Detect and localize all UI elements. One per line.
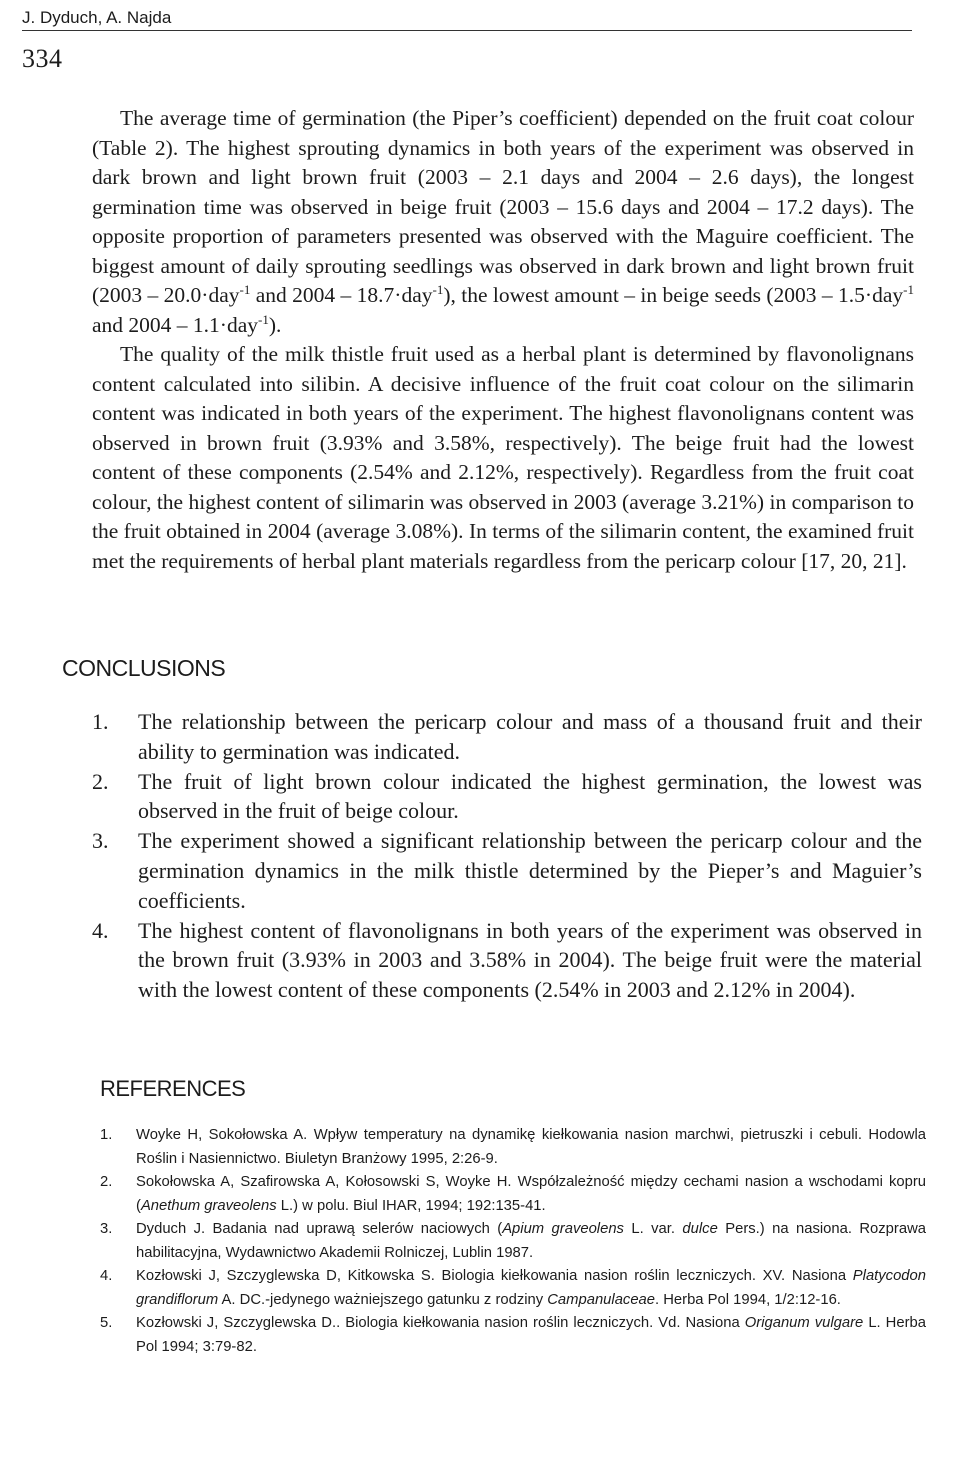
conclusion-item: 4. The highest content of flavonolignans in both years of the experiment was observed in the brown fruit (3.93% in 2003 and 3.58% in 2004). The beige fruit were the material with the lowest content of these components (2.54% in 2003 and 2.12% in 2004). [92, 917, 922, 1003]
reference-item: 2. Sokołowska A, Szafirowska A, Kołosowski S, Woyke H. Współzależność między cechami nasion a wschodami kopru (Anethum graveolens L.) w polu. Biul IHAR, 1994; 192:135-41. [100, 1174, 926, 1214]
reference-item: 1. Woyke H, Sokołowska A. Wpływ temperatury na dynamikę kiełkowania nasion marchwi, pietruszki i cebuli. Hodowla Roślin i Nasiennictwo. Biuletyn Branżowy 1995, 2:26-9. [100, 1127, 926, 1167]
references-list [100, 1124, 926, 1359]
references-heading: REFERENCES [100, 1076, 246, 1101]
body-text [92, 104, 914, 576]
conclusions-list [92, 707, 922, 1005]
superscript: -1 [239, 281, 251, 297]
header-authors: J. Dyduch, A. Najda [22, 8, 172, 27]
superscript: -1 [432, 281, 444, 297]
conclusion-item: 2. The fruit of light brown colour indicated the highest germination, the lowest was observed in the fruit of beige colour. [92, 768, 922, 824]
reference-item: 4. Kozłowski J, Szczyglewska D, Kitkowska S. Biologia kiełkowania nasion roślin leczniczych. XV. Nasiona Platycodon grandiflorum A. DC.-jedynego ważniejszego gatunku z rodziny Campanulaceae. Herba Pol 1994, 1/2:12-16. [100, 1268, 926, 1308]
reference-item: 5. Kozłowski J, Szczyglewska D.. Biologia kiełkowania nasion roślin leczniczych. Vd. Nasiona Origanum vulgare L. Herba Pol 1994; 3:79-82. [100, 1315, 926, 1355]
running-header [22, 8, 912, 31]
superscript: -1 [258, 311, 269, 327]
superscript: -1 [903, 281, 914, 297]
page-number: 334 [22, 44, 63, 73]
body-paragraph-2: The quality of the milk thistle fruit used as a herbal plant is determined by flavonolignans content calculated into silibin. A decisive influence of the fruit coat colour on the silimarin content was indicated in both years of the experiment. The highest flavonolignans content was observed in brown fruit (3.93% and 3.58%, respectively). The beige fruit had the lowest content of these components (2.54% and 2.12%, respectively). Regardless from the fruit coat colour, the highest content of silimarin was observed in 2003 (average 3.21%) in comparison to the fruit obtained in 2004 (average 3.08%). In terms of the silimarin content, the examined fruit met the requirements of herbal plant materials regardless from the pericarp colour [17, 20, 21]. [92, 342, 914, 573]
reference-item: 3. Dyduch J. Badania nad uprawą selerów naciowych (Apium graveolens L. var. dulce Pers.) na nasiona. Rozprawa habilitacyjna, Wydawnictwo Akademii Rolniczej, Lublin 1987. [100, 1221, 926, 1261]
conclusion-item: 1. The relationship between the pericarp colour and mass of a thousand fruit and their ability to germination was indicated. [92, 709, 922, 764]
conclusion-item: 3. The experiment showed a significant relationship between the pericarp colour and the germination dynamics in the milk thistle determined by the Pieper’s and Maguier’s coefficients. [92, 828, 922, 913]
conclusions-heading: CONCLUSIONS [62, 655, 226, 681]
body-paragraph-1: The average time of germination (the Piper’s coefficient) depended on the fruit coat colour (Table 2). The highest sprouting dynamics in both years of the experiment was observed in dark brown and light brown fruit (2003 – 2.1 days and 2004 – 2.6 days), the longest germination time was observed in beige fruit (2003 – 15.6 days and 2004 – 17.2 days). The opposite proportion of parameters presented was observed with the Maguire coefficient. The biggest amount of daily sprouting seedlings was observed in dark brown and light brown fruit (2003 – 20.0·day$^{-1}$ and 2004 – 18.7·day$^{-1}$), the lowest amount – in beige seeds (2003 – 1.5·day$^{-1}$ and 2004 – 1.1·day$^{-1}$). [92, 106, 914, 337]
